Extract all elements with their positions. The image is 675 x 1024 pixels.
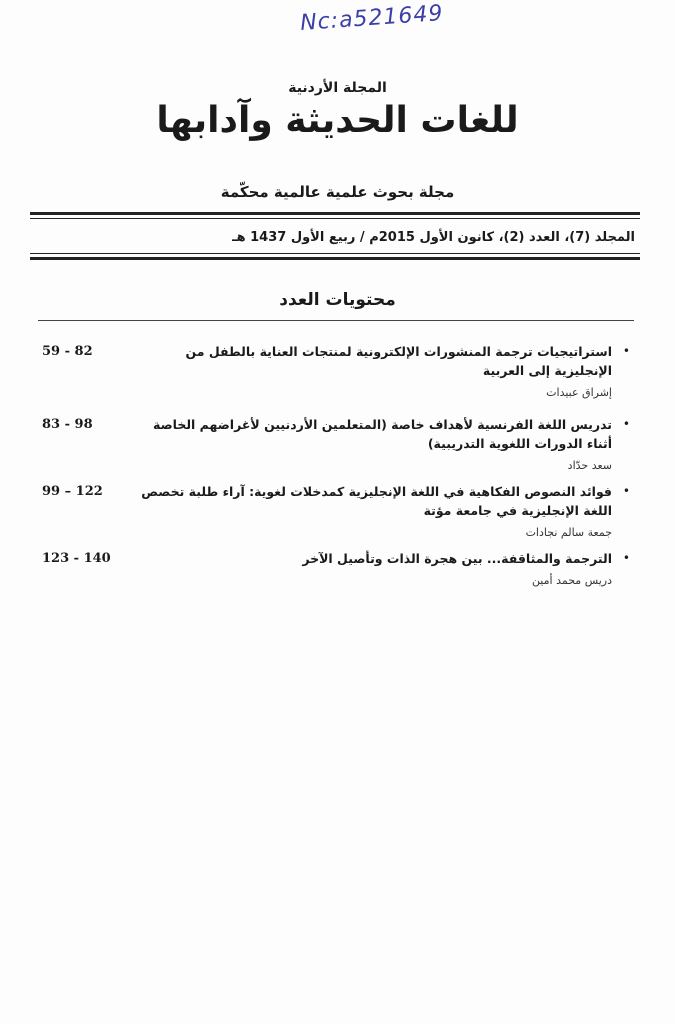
article-title: تدريس اللغة الفرنسية لأهداف خاصة (المتعلمين الأردنيين لأغراضهم الخاصة أثناء الدورات اللغوية التدريبية) [152, 417, 612, 451]
journal-country-label: المجلة الأردنية [288, 80, 387, 96]
journal-subtitle: مجلة بحوث علمية عالمية محكّمة [220, 183, 455, 201]
article-author: سعد حدّاد [567, 459, 612, 472]
page-range: 99 – 122 [42, 484, 103, 499]
journal-title: للغات الحديثة وآدابها [156, 100, 519, 141]
bullet-icon: • [622, 551, 630, 565]
header-rule-thick-bottom [30, 257, 640, 260]
page-range: 123 - 140 [42, 551, 111, 566]
bullet-icon: • [622, 344, 630, 358]
toc-item [30, 415, 630, 474]
header-rule-thick-top [30, 212, 640, 215]
article-title: الترجمة والمثاقفة... بين هجرة الذات وتأصيل الآخر [302, 551, 612, 566]
bullet-icon: • [622, 417, 630, 431]
page-range: 83 - 98 [42, 417, 93, 432]
article-title: استراتيجيات ترجمة المنشورات الإلكترونية لمنتجات العناية بالطفل من الإنجليزية إلى العربية [185, 344, 612, 378]
page-range: 59 - 82 [42, 344, 93, 359]
issue-info: المجلد (7)، العدد (2)، كانون الأول 2015م / ربيع الأول 1437 هـ [232, 230, 635, 245]
article-title: فوائد النصوص الفكاهية في اللغة الإنجليزية كمدخلات لغوية: آراء طلبة تخصص اللغة الإنجليزية في جامعة مؤتة [141, 484, 612, 518]
toc-item [30, 549, 630, 589]
handwritten-catalog-number: Nc:a521649 [299, 1, 445, 36]
toc-heading: محتويات العدد [279, 290, 396, 310]
header-rule-thin-top [30, 218, 640, 219]
bullet-icon: • [622, 484, 630, 498]
article-author: إشراق عبيدات [546, 386, 612, 399]
toc-item [30, 482, 630, 541]
article-author: دريس محمد أمين [531, 574, 612, 587]
toc-list [30, 342, 630, 597]
toc-divider [38, 320, 634, 321]
header-rule-thin-bottom [30, 253, 640, 254]
article-author: جمعة سالم نجادات [525, 526, 612, 539]
toc-item [30, 342, 630, 401]
